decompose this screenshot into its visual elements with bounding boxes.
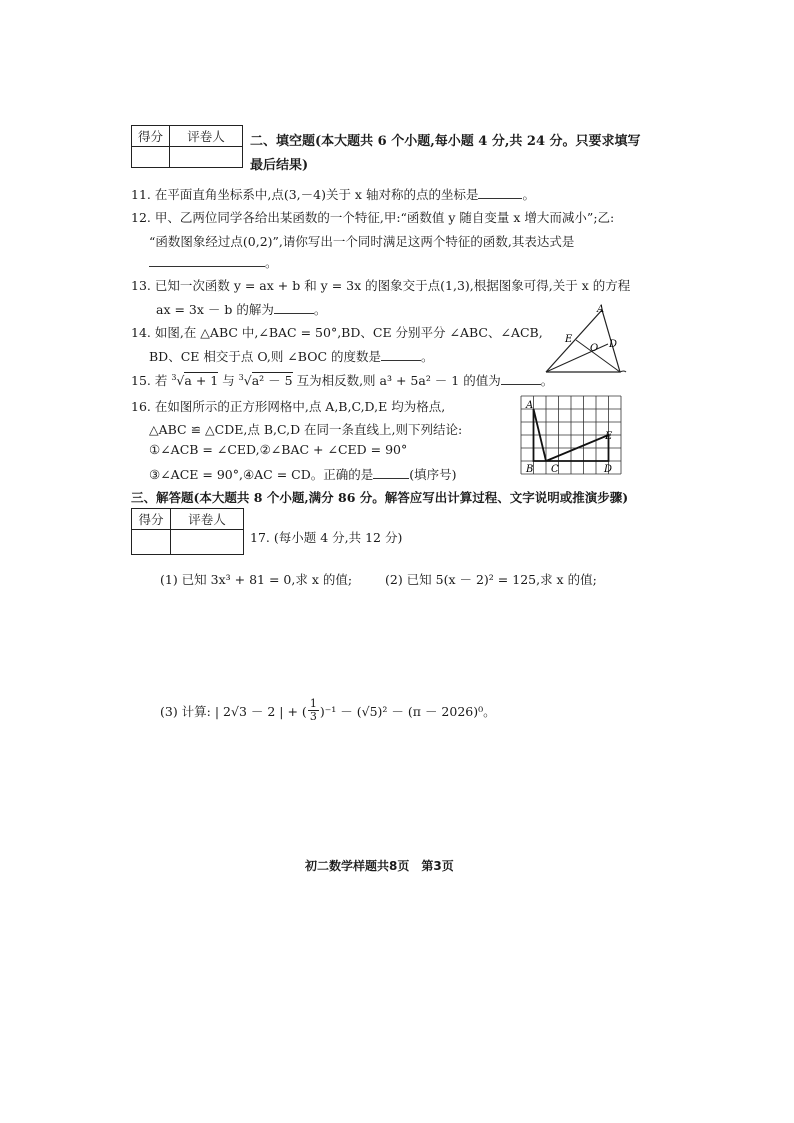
question-11-text: 11. 在平面直角坐标系中,点(3,－4)关于 x 轴对称的点的坐标是 (131, 187, 479, 202)
question-13-end: 。 (313, 302, 327, 317)
question-15-prefix: 15. 若 (131, 373, 172, 388)
answer-blank (381, 348, 421, 361)
answer-blank (478, 186, 522, 199)
question-11-end: 。 (522, 187, 535, 202)
radicand-1: a + 1 (184, 373, 219, 388)
question-12-line1: 12. 甲、乙两位同学各给出某函数的一个特征,甲:“函数值 y 随自变量 x 增大而减小”;乙: (131, 210, 615, 225)
section3-heading: 三、解答题(本大题共 8 个小题,满分 86 分。解答应写出计算过程、文字说明或推演步骤) (131, 490, 629, 505)
question-16-line2: △ABC ≌ △CDE,点 B,C,D 在同一条直线上,则下列结论: (149, 422, 463, 437)
question-12-end: 。 (265, 255, 278, 270)
question-15-end: 。 (540, 373, 554, 388)
cube-root-index: 3 (238, 372, 244, 382)
section2-heading-line2: 最后结果) (250, 158, 309, 173)
question-17-part3-prefix: (3) 计算: | 2√3 － 2 | + ( (160, 703, 307, 719)
question-14-line1: 14. 如图,在 △ABC 中,∠BAC = 50°,BD、CE 分别平分 ∠ABC、∠ACB, (131, 325, 543, 340)
grid-figure-q16 (519, 394, 623, 476)
question-14-line2 (149, 347, 434, 365)
question-16-line4 (149, 465, 457, 483)
grader-label: 评卷人 (170, 126, 243, 147)
question-17-part3-suffix: )⁻¹ － (√5)² － (π － 2026)⁰。 (319, 703, 496, 719)
question-17-part3 (160, 698, 496, 723)
question-11 (131, 185, 535, 203)
grader-cell (170, 147, 243, 168)
label-d: D (609, 339, 618, 350)
fraction-numerator: 1 (309, 697, 317, 710)
page-footer: 初二数学样题共8页 第3页 (305, 859, 454, 873)
bisector-bd (546, 344, 608, 372)
cube-root-index: 3 (171, 372, 177, 382)
score-table-section3 (131, 508, 244, 555)
question-13-line2 (156, 300, 326, 318)
score-cell (132, 530, 171, 555)
question-13-line2-text: ax = 3x － b 的解为 (156, 302, 274, 317)
score-label: 得分 (132, 509, 171, 530)
label-b: B (526, 464, 534, 475)
question-17-title: 17. (每小题 4 分,共 12 分) (250, 530, 403, 545)
question-12-blank-line (149, 253, 278, 271)
question-17-part2: (2) 已知 5(x － 2)² = 125,求 x 的值; (385, 572, 597, 587)
question-14-end: 。 (420, 349, 434, 364)
radicand-2: a² － 5 (251, 373, 293, 388)
question-17-part1: (1) 已知 3x³ + 81 = 0,求 x 的值; (160, 572, 353, 587)
label-a: A (526, 400, 534, 411)
question-13-line1: 13. 已知一次函数 y = ax + b 和 y = 3x 的图象交于点(1,3),根据图象可得,关于 x 的方程 (131, 278, 631, 293)
grader-label: 评卷人 (171, 509, 244, 530)
question-15-mid: 与 (218, 373, 239, 388)
score-label: 得分 (132, 126, 170, 147)
label-e: E (605, 431, 613, 442)
section2-heading-line1: 二、填空题(本大题共 6 个小题,每小题 4 分,共 24 分。只要求填写 (250, 134, 641, 149)
radical-sign: √ (243, 373, 252, 388)
fraction-one-third (308, 698, 319, 723)
grader-cell (171, 530, 244, 555)
label-o: O (590, 343, 599, 354)
label-a: A (597, 304, 605, 315)
question-16-line4-text: ③∠ACE = 90°,④AC = CD。正确的是 (149, 467, 374, 482)
score-table-section2 (131, 125, 243, 168)
answer-blank (501, 372, 541, 385)
question-16-line1: 16. 在如图所示的正方形网格中,点 A,B,C,D,E 均为格点, (131, 399, 446, 414)
question-12-line2: “函数图象经过点(0,2)”,请你写出一个同时满足这两个特征的函数,其表达式是 (149, 234, 575, 249)
label-d: D (604, 464, 613, 475)
answer-blank (373, 466, 409, 479)
vertex-c-mark (620, 371, 626, 372)
radical-sign: √ (176, 373, 185, 388)
question-15-suffix: 互为相反数,则 a³ + 5a² － 1 的值为 (292, 373, 501, 388)
triangle-figure-q14 (540, 302, 630, 378)
score-cell (132, 147, 170, 168)
label-c: C (551, 464, 559, 475)
question-16-line3: ①∠ACB = ∠CED,②∠BAC + ∠CED = 90° (149, 442, 408, 457)
fraction-denominator: 3 (309, 710, 317, 723)
question-16-line4-end: (填序号) (409, 467, 457, 482)
question-15 (131, 371, 553, 389)
question-14-line2-text: BD、CE 相交于点 O,则 ∠BOC 的度数是 (149, 349, 381, 364)
answer-blank (274, 301, 314, 314)
label-e: E (565, 334, 573, 345)
answer-blank (149, 254, 265, 267)
